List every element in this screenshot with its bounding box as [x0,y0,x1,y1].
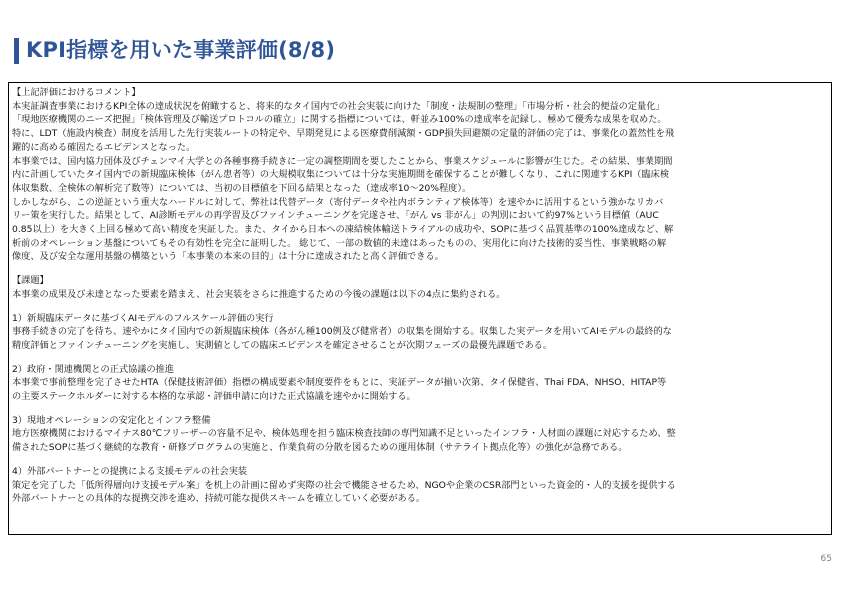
issue-item [12,363,828,404]
evaluation-section [12,86,828,264]
section-spacer [12,404,828,414]
content-box [8,82,832,535]
issue-line: 事務手続きの完了を待ち、速やかにタイ国内での新規臨床検体（各がん種100例及び健常者）の収集を開始する。収集した実データを用いてAIモデルの最終的な [12,326,672,338]
issue-title: 2）政府・関連機関との正式協議の推進 [12,363,175,375]
issue-title: 4）外部パートナーとの提携による支援モデルの社会実装 [12,465,248,477]
evaluation-line: 躍的に高める確固たるエビデンスとなった。 [12,141,196,153]
section-spacer [12,353,828,363]
title-accent-bar [14,38,19,64]
evaluation-line: 0.85以上）を大きく上回る極めて高い精度を実証した。また、タイから日本への凍結検体輸送トライアルの成功や、SOPに基づく品質基準の100%達成など、解 [12,224,674,236]
issue-line: 備されたSOPに基づく継続的な教育・研修プログラムの実施と、作業負荷の分散を図るための運用体制（サテライト拠点化等）の強化が急務である。 [12,442,628,454]
issues-section [12,274,828,301]
issues-heading: 【課題】 [12,275,49,287]
evaluation-line: しかしながら、この逆証という重大なハードルに対して、弊社は代替データ（寄付データや社内ボランティア検体等）を速やかに活用するという強かなリカバ [12,196,664,208]
issues-intro: 本事業の成果及び未達となった要素を踏まえ、社会実装をさらに推進するための今後の課題は以下の4点に集約される。 [12,288,506,300]
section-spacer [12,264,828,274]
issue-line: 精度評価とファインチューニングを実施し、実測値としての臨床エビデンスを確定させることが次期フェーズの最優先課題である。 [12,339,553,351]
issue-title: 1）新規臨床データに基づくAIモデルのフルスケール評価の実行 [12,312,274,324]
issue-item [12,414,828,455]
evaluation-line: 特に、LDT（施設内検査）制度を活用した先行実装ルートの特定や、早期発見による医療費削減額・GDP損失回避額の定量的評価の完了は、事業化の蓋然性を飛 [12,128,675,140]
section-spacer [12,302,828,312]
evaluation-line: 析前のオペレーション基盤についてもその有効性を完全に証明した。 総じて、一部の数値的未達はあったものの、実用化に向けた技術的妥当性、事業戦略の解 [12,237,667,249]
page-title: KPI指標を用いた事業評価(8/8) [26,38,336,62]
issue-item [12,465,828,506]
issue-item [12,312,828,353]
issue-line: 地方医療機関におけるマイナス80℃フリーザーの容量不足や、検体処理を担う臨床検査技師の専門知識不足といったインフラ・人材面の課題に対応するため、整 [12,428,676,440]
evaluation-line: 像度、及び安全な運用基盤の構築という「本事業の本来の目的」は十分に達成されたと高く評価できる。 [12,251,444,263]
evaluation-line: 本実証調査事業におけるKPI全体の達成状況を俯瞰すると、将来的なタイ国内での社会実装に向けた「制度・法規制の整理」「市場分析・社会的便益の定量化」 [12,100,665,112]
evaluation-line: 内に計画していたタイ国内での新規臨床検体（がん患者等）の大規模収集については十分な実施期間を確保することが難しくなり、これに関連するKPI（臨床検 [12,169,670,181]
page-number: 65 [820,554,832,564]
evaluation-line: 「現地医療機関のニーズ把握」「検体管理及び輸送プロトコルの確立」に関する指標については、軒並み100%の達成率を記録し、極めて優秀な成果を収めた。 [12,114,667,126]
evaluation-line: 体収集数、全検体の解析完了数等）については、当初の目標値を下回る結果となった（達成率10～20%程度）。 [12,182,472,194]
issue-line: 本事業で事前整理を完了させたHTA（保健技術評価）指標の構成要素や制度要件をもとに、実証データが揃い次第、タイ保健省、Thai FDA、NHSO、HITAP等 [12,377,667,389]
evaluation-line: リー策を実行した。結果として、AI診断モデルの再学習及びファインチューニングを完遂させ、「がん vs 非がん」の判別において約97%という目標値（AUC [12,210,659,222]
issue-line: 策定を完了した「低所得層向け支援モデル案」を机上の計画に留めず実際の社会で機能させるため、NGOや企業のCSR部門といった資金的・人的支援を提供する [12,479,676,491]
section-spacer [12,455,828,465]
issue-line: の主要ステークホルダーに対する本格的な承認・評価申請に向けた正式協議を速やかに開始する。 [12,391,416,403]
evaluation-line: 本事業では、国内協力団体及びチェンマイ大学との各種事務手続きに一定の調整期間を要したことから、事業スケジュールに影響が生じた。その結果、事業期間 [12,155,673,167]
issue-line: 外部パートナーとの具体的な提携交渉を進め、持続可能な提供スキームを確立していく必要がある。 [12,493,426,505]
issue-title: 3）現地オペレーションの安定化とインフラ整備 [12,414,211,426]
evaluation-heading: 【上記評価におけるコメント】 [12,87,141,98]
